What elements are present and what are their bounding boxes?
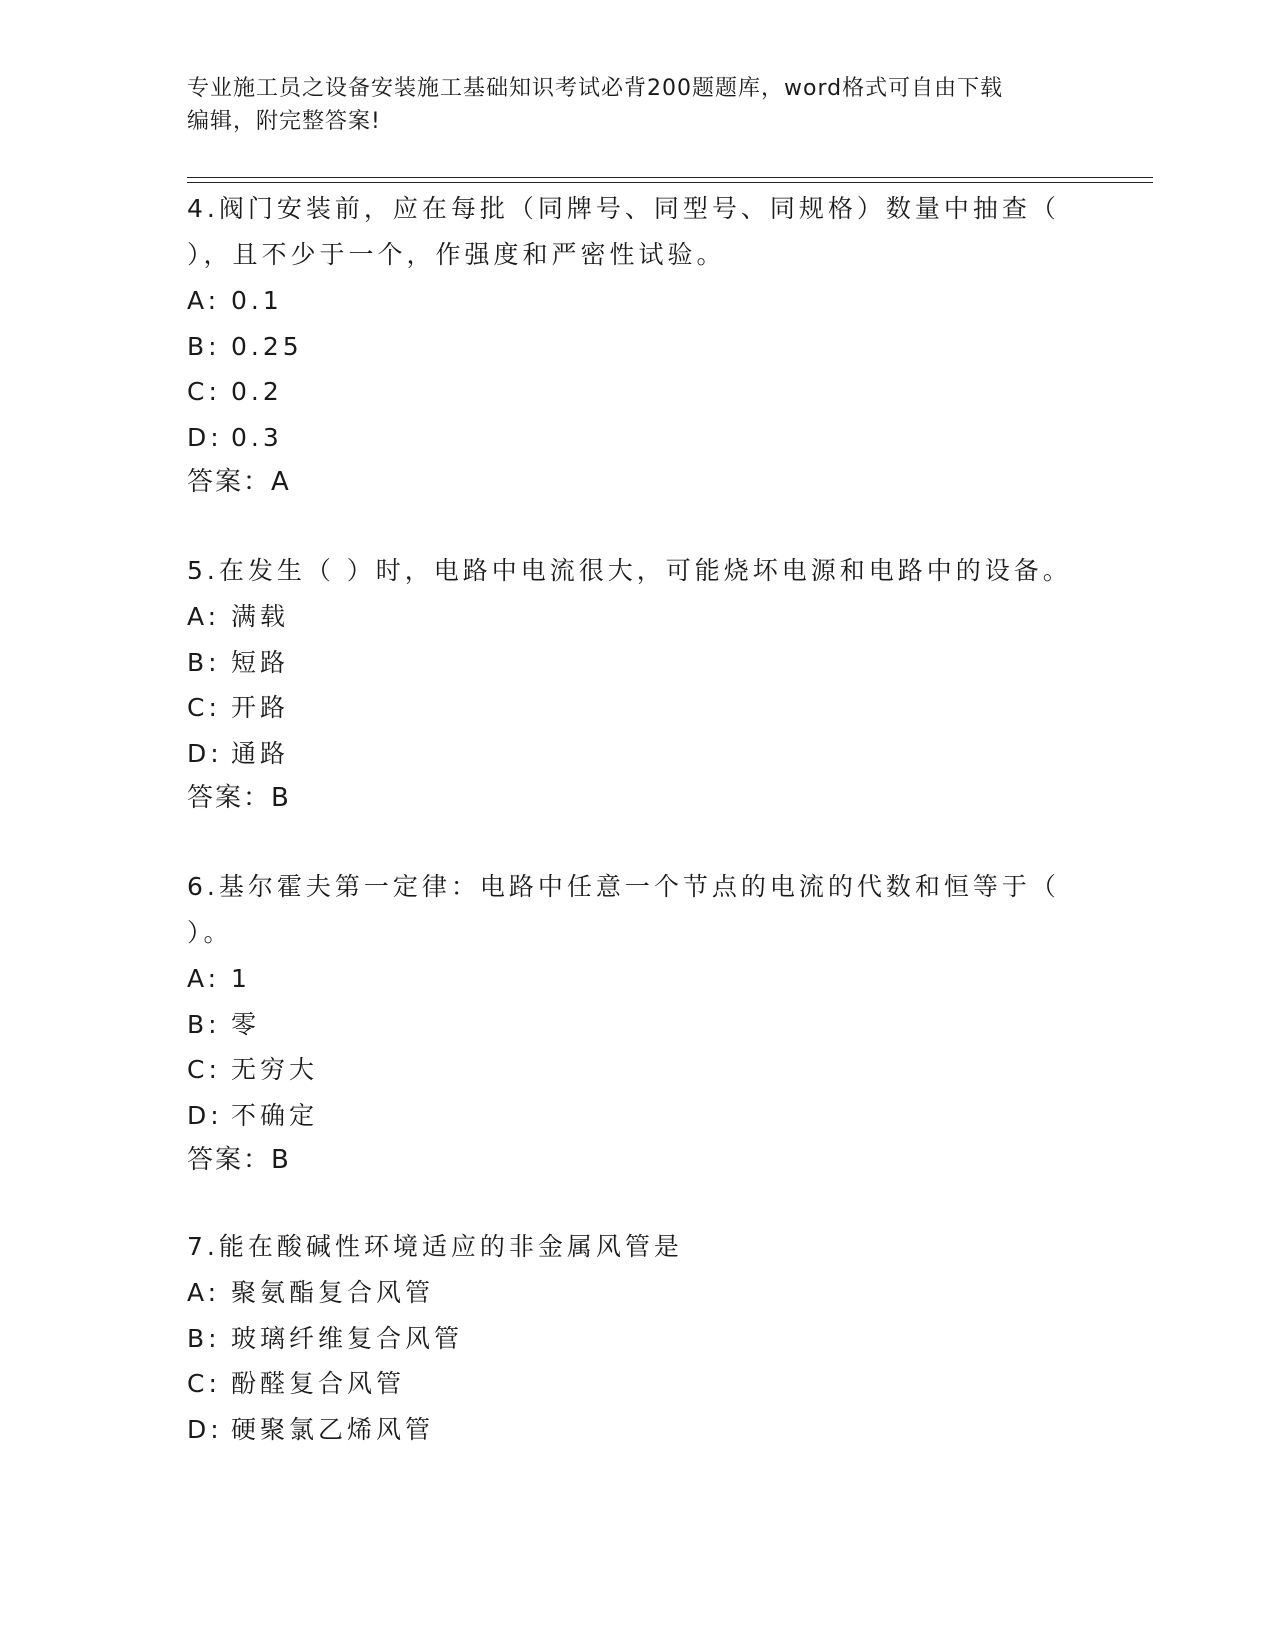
option-c xyxy=(187,369,1087,415)
option-letter: C: xyxy=(187,1369,221,1398)
question-5 xyxy=(187,548,1087,821)
answer-line: 答案：B xyxy=(187,783,291,813)
option-a xyxy=(187,1270,1087,1316)
option-text: 0.3 xyxy=(231,422,283,452)
option-letter: B: xyxy=(187,1009,221,1039)
option-c xyxy=(187,1047,1087,1093)
answer-line: 答案：B xyxy=(187,1145,291,1175)
option-letter: A: xyxy=(187,1278,221,1307)
option-b xyxy=(187,1316,1087,1362)
option-d xyxy=(187,1407,1087,1453)
option-letter: D: xyxy=(187,422,223,452)
option-d xyxy=(187,731,1087,777)
question-stem: 5.在发生（ ）时，电路中电流很大，可能烧坏电源和电路中的设备。 xyxy=(187,556,1072,585)
option-letter: C: xyxy=(187,377,221,406)
header-divider-top xyxy=(187,177,1153,178)
question-stem-continued: ），且不少于一个，作强度和严密性试验。 xyxy=(187,240,726,269)
option-text: 开路 xyxy=(231,693,290,722)
option-text: 0.1 xyxy=(231,286,283,315)
option-b xyxy=(187,1002,1087,1048)
option-text: 1 xyxy=(231,964,251,993)
option-letter: A: xyxy=(187,602,221,631)
question-stem: 4.阀门安装前，应在每批（同牌号、同型号、同规格）数量中抽查（ xyxy=(187,194,1060,223)
option-letter: D: xyxy=(187,1414,223,1444)
question-7 xyxy=(187,1224,1087,1452)
option-c xyxy=(187,685,1087,731)
question-stem-continued: ）。 xyxy=(187,918,233,947)
option-letter: B: xyxy=(187,647,221,677)
option-text: 通路 xyxy=(231,738,290,768)
option-text: 零 xyxy=(231,1009,261,1039)
question-stem: 7.能在酸碱性环境适应的非金属风管是 xyxy=(187,1232,683,1261)
option-letter: A: xyxy=(187,964,221,993)
option-letter: D: xyxy=(187,1100,223,1130)
answer-line: 答案：A xyxy=(187,467,291,497)
option-text: 酚醛复合风管 xyxy=(231,1369,406,1398)
option-text: 聚氨酯复合风管 xyxy=(231,1278,435,1307)
option-letter: B: xyxy=(187,331,221,361)
option-text: 满载 xyxy=(231,602,290,631)
option-a xyxy=(187,278,1087,324)
option-a xyxy=(187,594,1087,640)
option-letter: A: xyxy=(187,286,221,315)
option-b xyxy=(187,324,1087,370)
option-text: 不确定 xyxy=(231,1100,319,1130)
option-text: 玻璃纤维复合风管 xyxy=(231,1323,464,1353)
option-c xyxy=(187,1361,1087,1407)
option-letter: C: xyxy=(187,693,221,722)
option-letter: B: xyxy=(187,1323,221,1353)
question-4 xyxy=(187,186,1087,505)
header-line-1: 专业施工员之设备安装施工基础知识考试必背200题题库，word格式可自由下载 xyxy=(187,76,1004,101)
option-d xyxy=(187,415,1087,461)
header-line-2: 编辑，附完整答案! xyxy=(187,109,381,134)
question-6 xyxy=(187,864,1087,1183)
question-stem: 6.基尔霍夫第一定律：电路中任意一个节点的电流的代数和恒等于（ xyxy=(187,872,1060,901)
option-b xyxy=(187,640,1087,686)
option-text: 0.2 xyxy=(231,377,283,406)
option-letter: C: xyxy=(187,1055,221,1084)
option-text: 无穷大 xyxy=(231,1055,319,1084)
option-text: 短路 xyxy=(231,647,290,677)
option-text: 硬聚氯乙烯风管 xyxy=(231,1414,435,1444)
document-header xyxy=(187,72,1067,138)
option-text: 0.25 xyxy=(231,331,303,361)
header-divider-bottom xyxy=(187,182,1153,183)
option-a xyxy=(187,956,1087,1002)
option-letter: D: xyxy=(187,738,223,768)
option-d xyxy=(187,1093,1087,1139)
